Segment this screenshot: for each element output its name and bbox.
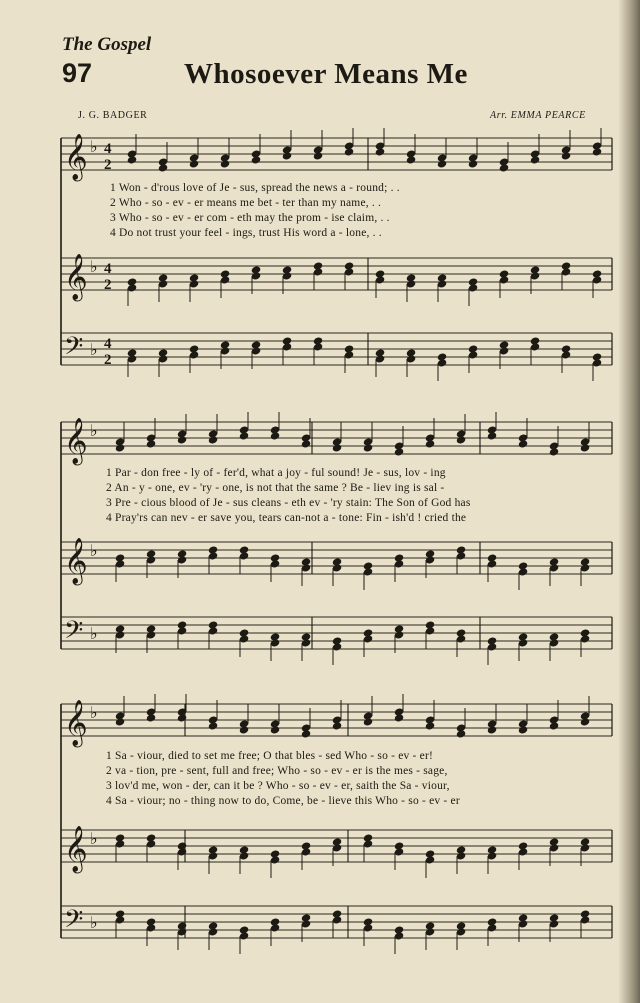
note-head: [301, 729, 312, 738]
time-signature-top: 4: [104, 141, 112, 157]
verse-1-line: 1 Sa - viour, died to set me free; O that bles - sed Who - so - ev - er!: [106, 750, 434, 762]
flat-sign-icon: ♭: [90, 137, 98, 156]
verse-1-line: 1 Won - d'rous love of Je - sus, spread the news a - round; . .: [110, 182, 400, 194]
flat-sign-icon: ♭: [90, 340, 98, 359]
note-head: [456, 729, 467, 738]
note-head: [456, 435, 467, 444]
verse-2-line: 2 An - y - one, ev - 'ry - one, is not that the same ? Be - liev ing is sal -: [106, 482, 445, 494]
note-head: [549, 447, 560, 456]
music-system-3: [60, 694, 616, 964]
note-head: [592, 147, 603, 156]
note-head: [580, 443, 591, 452]
bass-clef-icon: 𝄢: [64, 332, 84, 367]
time-signature-bottom: 2: [104, 157, 112, 173]
note-head: [468, 159, 479, 168]
note-head: [487, 725, 498, 734]
note-head: [177, 435, 188, 444]
note-head: [127, 155, 138, 164]
flat-sign-icon: ♭: [90, 257, 98, 276]
treble-clef-icon: 𝄞: [64, 418, 88, 464]
note-head: [251, 155, 262, 164]
note-head: [115, 443, 126, 452]
flat-sign-icon: ♭: [90, 829, 98, 848]
verse-4-line: 4 Do not trust your feel - ings, trust His word a - lone, . .: [110, 227, 382, 239]
music-credit: Arr. EMMA PEARCE: [490, 110, 586, 121]
note-head: [425, 439, 436, 448]
note-head: [332, 721, 343, 730]
note-head: [239, 431, 250, 440]
note-head: [220, 159, 231, 168]
note-head: [177, 713, 188, 722]
words-credit: J. G. BADGER: [78, 110, 148, 121]
hymn-number: 97: [62, 58, 93, 88]
note-head: [239, 725, 250, 734]
flat-sign-icon: ♭: [90, 624, 98, 643]
note-head: [301, 439, 312, 448]
time-signature-bottom: 2: [104, 277, 112, 293]
note-head: [561, 151, 572, 160]
flat-sign-icon: ♭: [90, 913, 98, 932]
bass-clef-icon: 𝄢: [64, 905, 84, 940]
treble-clef-icon: 𝄞: [64, 700, 88, 746]
note-head: [270, 725, 281, 734]
note-head: [146, 439, 157, 448]
note-head: [208, 721, 219, 730]
flat-sign-icon: ♭: [90, 541, 98, 560]
verse-1-line: 1 Par - don free - ly of - fer'd, what a joy - ful sound! Je - sus, lov - ing: [106, 467, 446, 479]
note-head: [487, 431, 498, 440]
note-head: [518, 725, 529, 734]
time-signature-top: 4: [104, 336, 112, 352]
treble-clef-icon: 𝄞: [64, 134, 88, 180]
note-head: [313, 151, 324, 160]
staff-group-3: [60, 694, 616, 964]
verse-3-line: 3 Who - so - ev - er com - eth may the prom - ise claim, . .: [110, 212, 390, 224]
note-head: [549, 721, 560, 730]
bass-clef-icon: 𝄢: [64, 616, 84, 651]
time-signature-top: 4: [104, 261, 112, 277]
note-head: [518, 439, 529, 448]
flat-sign-icon: ♭: [90, 421, 98, 440]
verse-3-line: 3 Pre - cious blood of Je - sus cleans - eth ev - 'ry stain: The Son of God has: [106, 497, 471, 509]
verse-4-line: 4 Pray'rs can nev - er save you, tears can-not a - tone: Fin - ish'd ! cried the: [106, 512, 467, 524]
music-system-1: [60, 128, 616, 388]
note-head: [344, 147, 355, 156]
treble-clef-icon: 𝄞: [64, 826, 88, 872]
book-title: The Gospel: [62, 34, 152, 55]
note-head: [332, 443, 343, 452]
note-head: [406, 155, 417, 164]
note-head: [437, 159, 448, 168]
note-head: [146, 713, 157, 722]
note-head: [115, 717, 126, 726]
note-head: [425, 721, 436, 730]
hymn-title: Whosoever Means Me: [184, 58, 468, 90]
note-head: [158, 163, 169, 172]
verse-2-line: 2 va - tion, pre - sent, full and free; Who - so - ev - er is the mes - sage,: [106, 765, 448, 777]
note-head: [375, 147, 386, 156]
verse-2-line: 2 Who - so - ev - er means me bet - ter than my name, . .: [110, 197, 382, 209]
time-signature-bottom: 2: [104, 352, 112, 368]
verse-4-line: 4 Sa - viour; no - thing now to do, Come, be - lieve this Who - so - ev - er: [106, 795, 460, 807]
note-head: [189, 159, 200, 168]
verse-3-line: 3 lov'd me, won - der, can it be ? Who - so - ev - er, saith the Sa - viour,: [106, 780, 450, 792]
staff-group-1: [60, 128, 616, 388]
note-head: [499, 163, 510, 172]
note-head: [208, 435, 219, 444]
flat-sign-icon: ♭: [90, 703, 98, 722]
note-head: [530, 155, 541, 164]
treble-clef-icon: 𝄞: [64, 538, 88, 584]
note-head: [363, 717, 374, 726]
treble-clef-icon: 𝄞: [64, 254, 88, 300]
note-head: [580, 717, 591, 726]
note-head: [394, 713, 405, 722]
page-edge-shadow: [618, 0, 640, 1003]
music-system-2: [60, 412, 616, 678]
note-head: [363, 443, 374, 452]
note-head: [270, 431, 281, 440]
note-head: [394, 447, 405, 456]
staff-group-2: [60, 412, 616, 678]
note-head: [282, 151, 293, 160]
